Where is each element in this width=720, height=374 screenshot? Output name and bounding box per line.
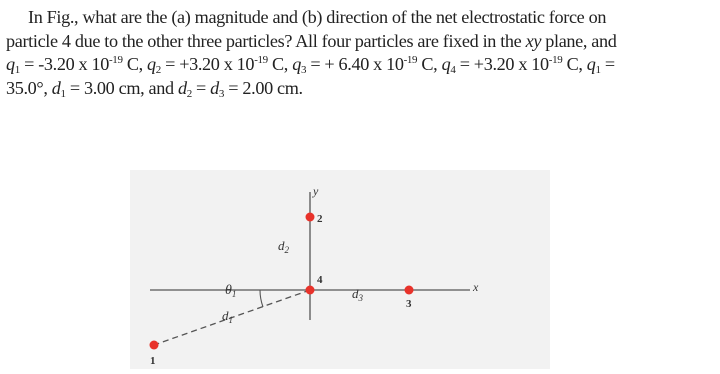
- theta-label: $\theta_1$: [225, 283, 237, 299]
- problem-statement: [6, 6, 712, 100]
- particle-1-label: 1: [150, 355, 156, 367]
- q1-symbol: q: [6, 54, 15, 74]
- particle-1-dot: [150, 341, 159, 350]
- q2-unit: C,: [272, 54, 288, 74]
- d3-label: $d_3$: [352, 286, 363, 303]
- problem-line-4: [6, 77, 712, 101]
- d2-subscript: 2: [186, 87, 192, 100]
- theta-arc: [260, 290, 263, 307]
- q2-symbol: q: [147, 54, 156, 74]
- xy-plane-label: xy: [525, 30, 542, 51]
- problem-line-3: [6, 53, 712, 77]
- q4-exponent: -19: [548, 54, 563, 66]
- d2-symbol: d: [177, 77, 187, 98]
- q2-value: = +3.20 x 10: [165, 54, 255, 74]
- x-axis-label: x: [473, 280, 479, 294]
- particle-3-label: 3: [406, 298, 412, 310]
- theta-equals: =: [604, 54, 615, 74]
- particle-4-dot: [306, 286, 315, 295]
- figure-svg: [130, 170, 550, 369]
- problem-line-2: [6, 30, 712, 54]
- problem-line-2-rest: plane, and: [545, 30, 617, 51]
- q3-exponent: -19: [403, 54, 418, 66]
- d1-value: = 3.00 cm, and: [69, 77, 174, 98]
- d2-equals: =: [196, 77, 206, 98]
- q3-unit: C,: [421, 54, 438, 74]
- q2-subscript: 2: [155, 64, 161, 76]
- d3-subscript: 3: [218, 87, 225, 100]
- d1-label: $d_1$: [222, 308, 233, 325]
- d2-label: $d_2$: [278, 238, 289, 255]
- q1-value: = -3.20 x 10: [24, 54, 109, 74]
- q1-exponent: -19: [108, 54, 123, 66]
- y-axis-label: y: [313, 184, 319, 198]
- q4-symbol: q: [441, 54, 451, 74]
- q3-subscript: 3: [300, 64, 307, 76]
- q1-unit: C,: [126, 54, 143, 74]
- particle-2-dot: [306, 213, 315, 222]
- q3-value: = + 6.40 x 10: [310, 54, 404, 74]
- q1-subscript: 1: [14, 64, 20, 76]
- particle-figure: [130, 170, 550, 369]
- q4-subscript: 4: [450, 64, 456, 76]
- q4-unit: C,: [566, 54, 583, 74]
- q3-symbol: q: [292, 54, 301, 74]
- q4-value: = +3.20 x 10: [459, 54, 549, 74]
- d1-symbol: d: [51, 77, 61, 98]
- d1-subscript: 1: [60, 87, 66, 100]
- theta-symbol: q: [586, 54, 596, 74]
- particle-3-dot: [405, 286, 414, 295]
- d3-value: = 2.00 cm.: [228, 77, 303, 98]
- problem-line-2-text: particle 4 due to the other three particles? All four particles are fixed in the: [6, 30, 522, 51]
- theta-value: 35.0°,: [6, 77, 48, 98]
- d3-symbol: d: [210, 77, 219, 98]
- theta-subscript: 1: [595, 64, 601, 76]
- particle-4-label: 4: [317, 274, 323, 286]
- particle-2-label: 2: [317, 213, 323, 225]
- q2-exponent: -19: [254, 54, 268, 66]
- problem-line-1: In Fig., what are the (a) magnitude and (b) direction of the net electrostatic force on: [28, 7, 607, 27]
